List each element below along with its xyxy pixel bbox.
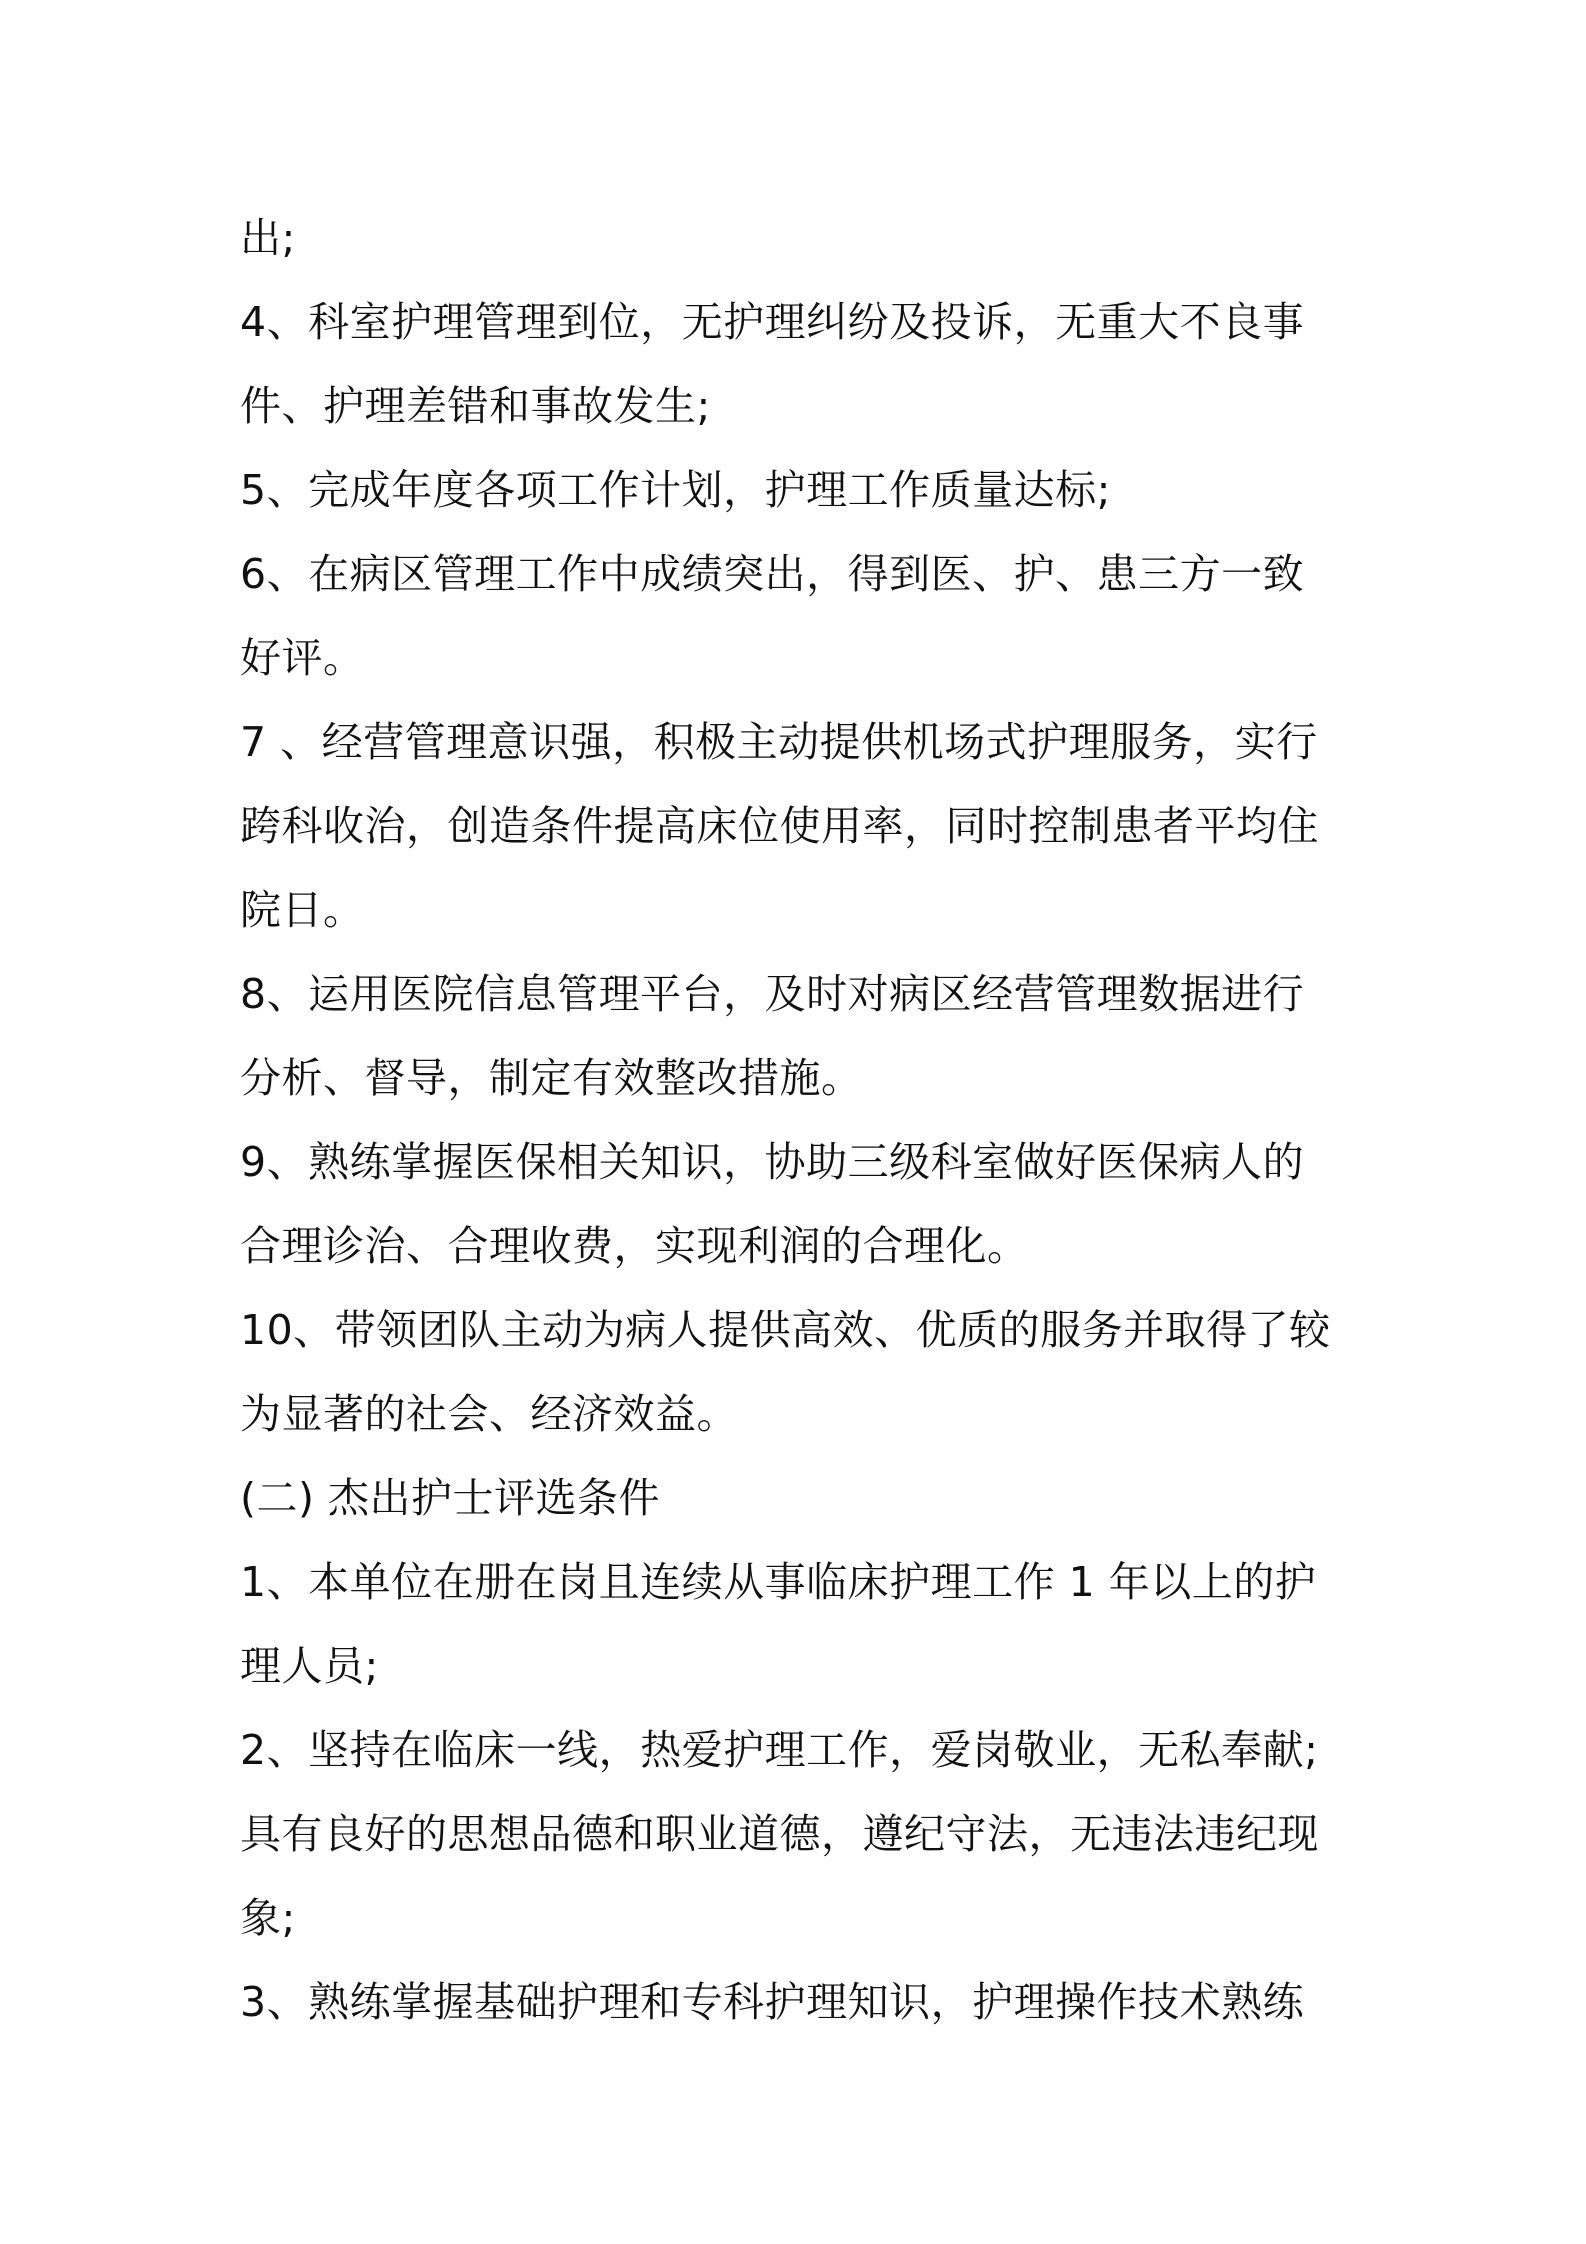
text-line-4: 5、完成年度各项工作计划，护理工作质量达标; [240,466,1111,514]
text-line-13: 合理诊治、合理收费，实现利润的合理化。 [240,1222,1029,1270]
text-line-1: 出; [240,214,296,262]
text-line-22: 3、熟练掌握基础护理和专科护理知识，护理操作技术熟练 [240,1978,1305,2026]
text-line-8: 跨科收治，创造条件提高床位使用率，同时控制患者平均住 [240,802,1319,850]
section-heading: (二) 杰出护士评选条件 [240,1474,661,1522]
text-line-7: 7 、经营管理意识强，积极主动提供机场式护理服务，实行 [240,718,1318,766]
text-line-10: 8、运用医院信息管理平台，及时对病区经营管理数据进行 [240,970,1305,1018]
document-body [240,196,1360,2044]
text-line-18: 理人员; [240,1642,379,1690]
text-line-9: 院日。 [240,886,365,934]
text-line-12: 9、熟练掌握医保相关知识，协助三级科室做好医保病人的 [240,1138,1305,1186]
text-line-11: 分析、督导，制定有效整改措施。 [240,1054,863,1102]
text-line-15: 为显著的社会、经济效益。 [240,1390,738,1438]
text-line-19: 2、坚持在临床一线，热爱护理工作，爱岗敬业，无私奉献; [240,1726,1319,1774]
text-line-6: 好评。 [240,634,365,682]
text-line-20: 具有良好的思想品德和职业道德，遵纪守法，无违法违纪现 [240,1810,1319,1858]
text-line-2: 4、科室护理管理到位，无护理纠纷及投诉，无重大不良事 [240,298,1305,346]
text-line-5: 6、在病区管理工作中成绩突出，得到医、护、患三方一致 [240,550,1305,598]
text-line-17: 1、本单位在册在岗且连续从事临床护理工作 1 年以上的护 [240,1558,1317,1606]
text-line-14: 10、带领团队主动为病人提供高效、优质的服务并取得了较 [240,1306,1331,1354]
text-line-3: 件、护理差错和事故发生; [240,382,711,430]
text-line-21: 象; [240,1894,296,1942]
